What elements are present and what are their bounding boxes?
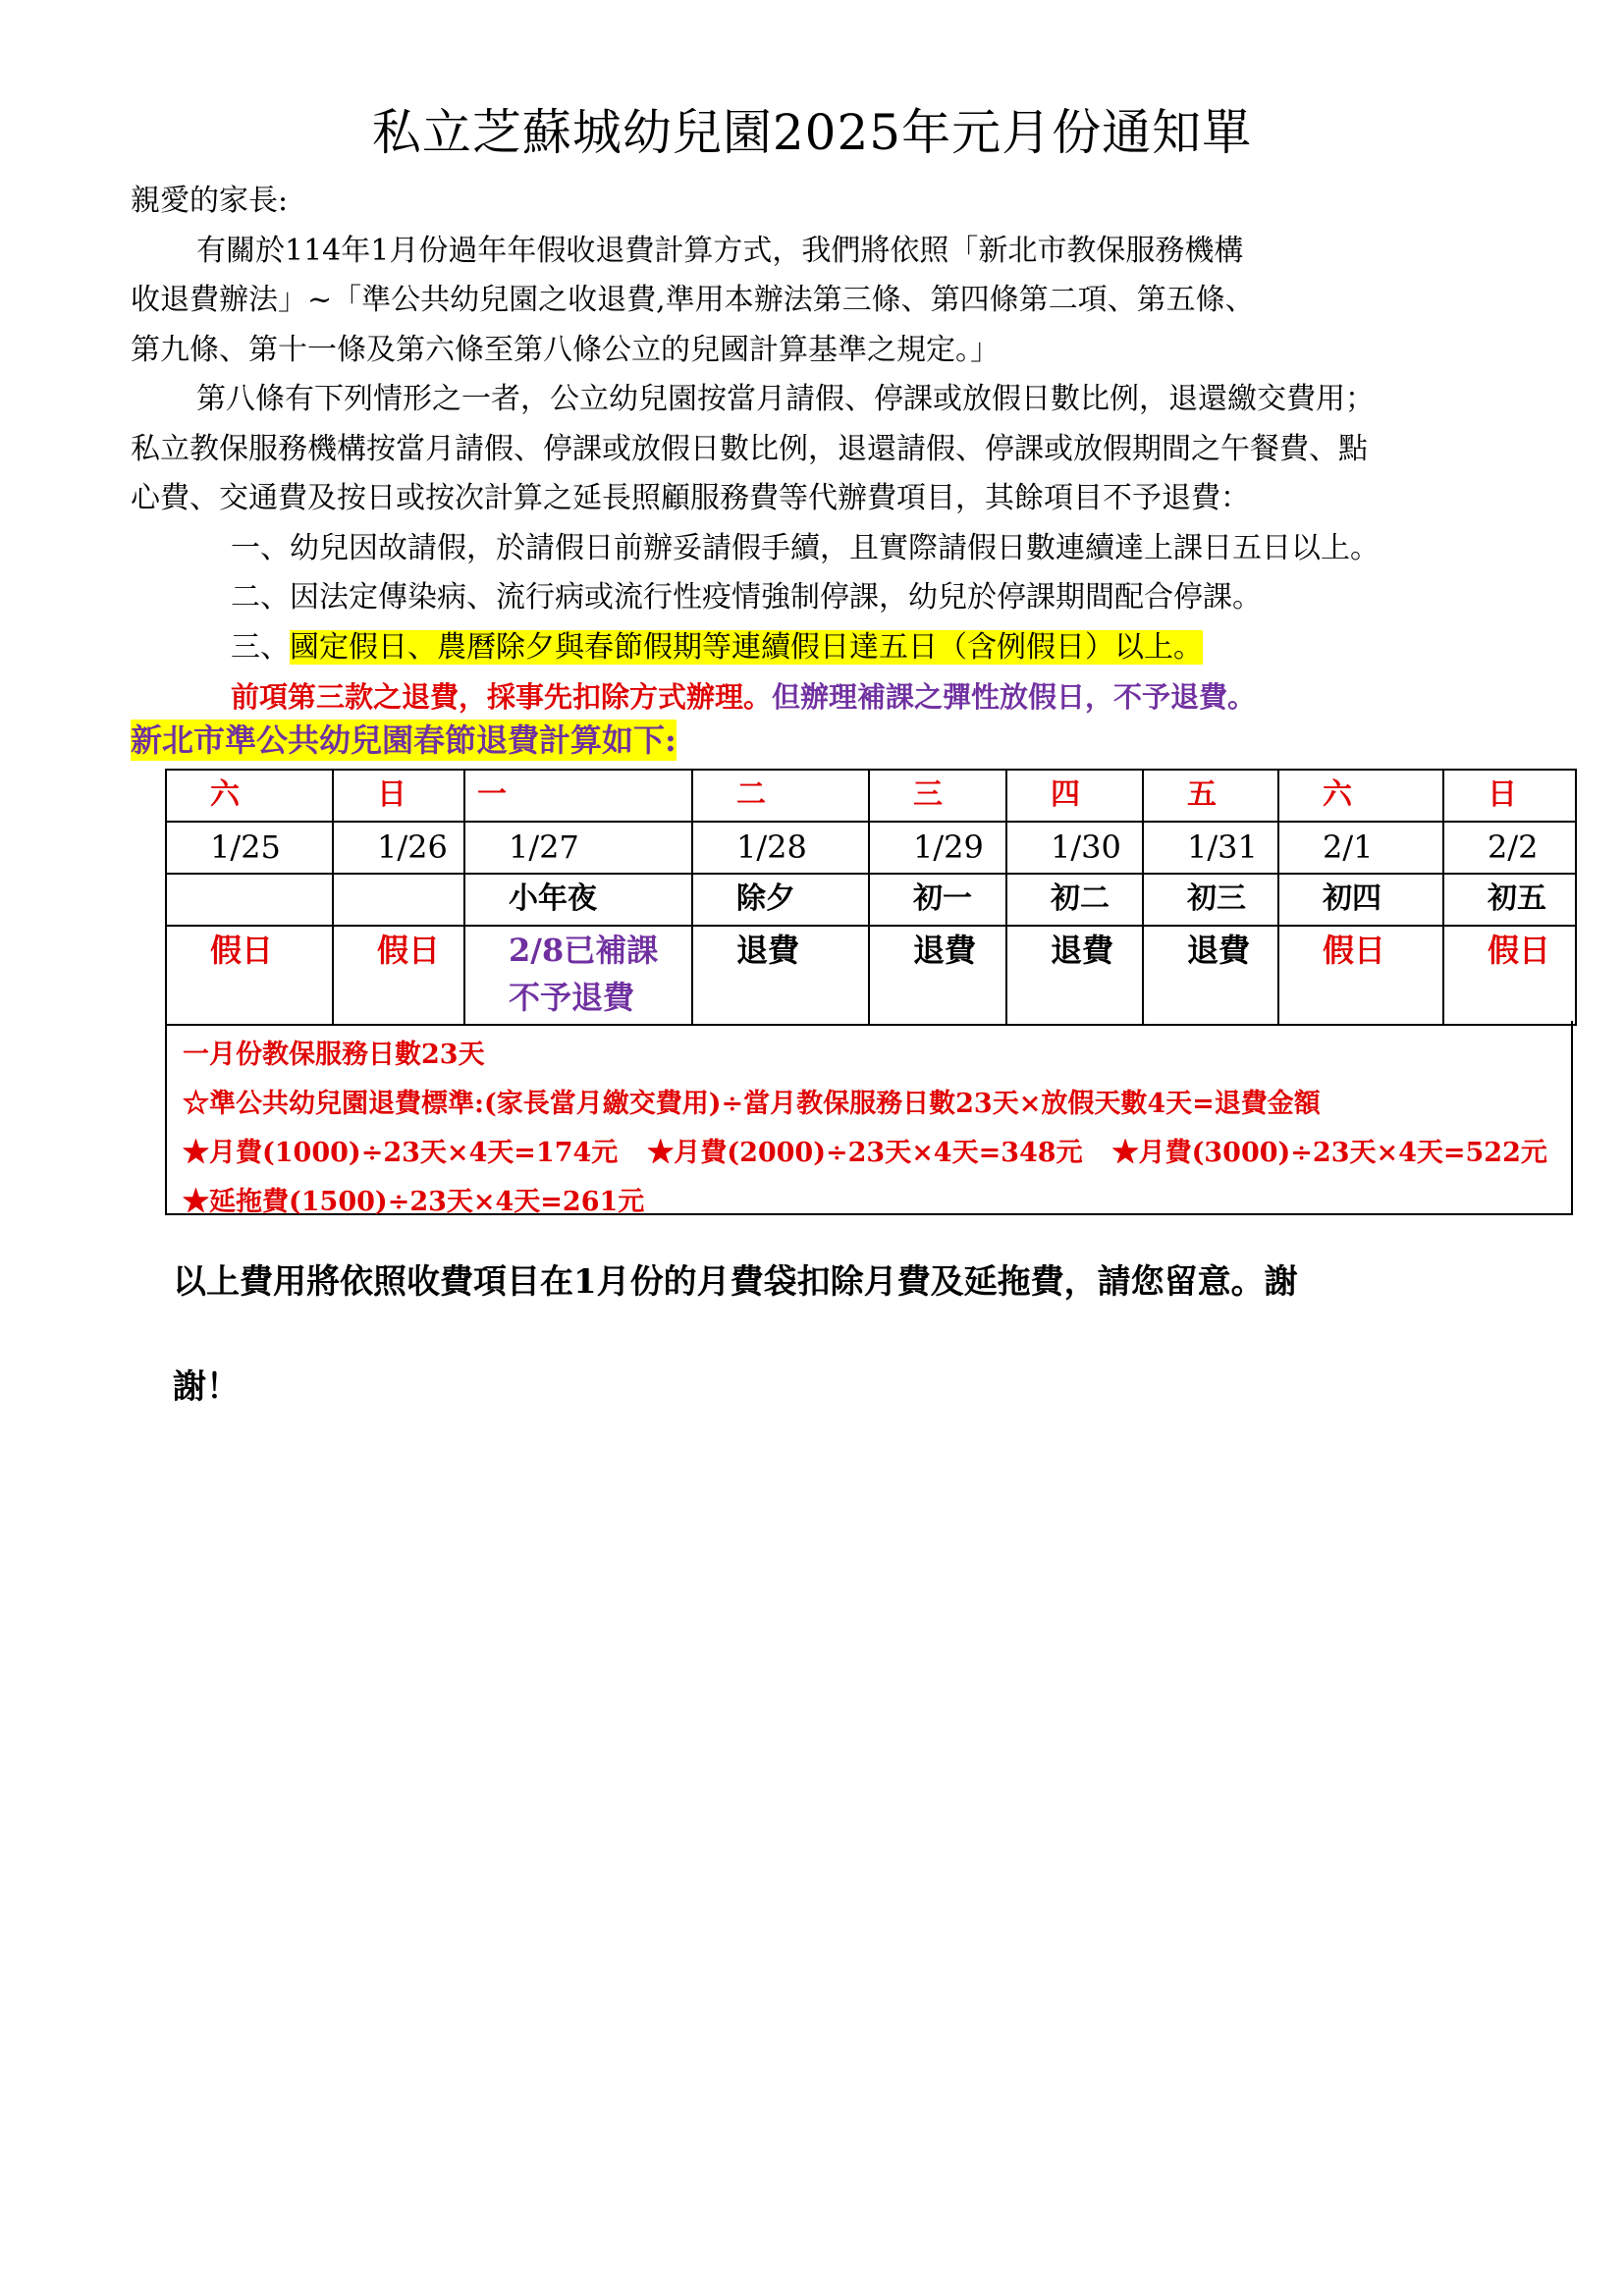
calculation-subtitle: 新北市準公共幼兒園春節退費計算如下: [131,721,677,759]
makeup-line-1: 2/8已補課 [509,932,659,969]
lunar-cell: 初四 [1278,874,1443,926]
item-2: 二、因法定傳染病、流行病或流行性疫情強制停課，幼兒於停課期間配合停課。 [231,580,1262,614]
refund-notes-box [165,1021,1573,1215]
lunar-cell: 初一 [869,874,1006,926]
makeup-line-2: 不予退費 [509,979,635,1016]
date-cell: 2/1 [1278,822,1443,874]
weekday-cell: 二 [692,770,869,822]
refund-formula-note: ☆準公共幼兒園退費標準:(家長當月繳交費用)÷當月教保服務日數23天×放假天數4天=退費金額 [183,1089,1321,1119]
intro-line-2: 收退費辦法」~「準公共幼兒園之收退費,準用本辦法第三條、第四條第二項、第五條、 [131,283,1255,317]
closing-line-1: 以上費用將依照收費項目在1月份的月費袋扣除月費及延拖費，請您留意。謝 [173,1262,1298,1302]
item-3 [231,629,1203,667]
status-cell: 假日 [333,926,464,1025]
fee-example-2000: ★月費(2000)÷23天×4天=348元 [647,1138,1083,1168]
date-row [166,822,1576,874]
status-cell-makeup [464,926,692,1025]
date-cell: 1/25 [166,822,333,874]
item-3-prefix: 三、 [231,630,290,665]
status-cell: 假日 [1443,926,1576,1025]
weekday-cell: 六 [166,770,333,822]
weekday-cell: 六 [1278,770,1443,822]
weekday-cell: 三 [869,770,1006,822]
weekday-row [166,770,1576,822]
intro-line-5: 私立教保服務機構按當月請假、停課或放假日數比例，退還請假、停課或放假期間之午餐費、點 [131,432,1368,466]
date-cell: 2/2 [1443,822,1576,874]
greeting: 親愛的家長: [131,184,289,218]
date-cell: 1/31 [1143,822,1278,874]
lunar-cell: 小年夜 [464,874,692,926]
item-3-highlighted-text: 國定假日、農曆除夕與春節假期等連續假日達五日（含例假日）以上。 [290,630,1203,665]
item-1: 一、幼兒因故請假，於請假日前辦妥請假手續，且實際請假日數連續達上課日五日以上。 [231,531,1380,565]
fee-example-3000: ★月費(3000)÷23天×4天=522元 [1111,1138,1547,1168]
service-days-note: 一月份教保服務日數23天 [183,1040,485,1070]
lunar-cell [333,874,464,926]
lunar-row [166,874,1576,926]
lunar-cell: 除夕 [692,874,869,926]
date-cell: 1/30 [1006,822,1143,874]
notice-purple-text: 但辦理補課之彈性放假日，不予退費。 [772,680,1257,714]
monthly-fee-examples [183,1129,1571,1178]
lunar-cell: 初五 [1443,874,1576,926]
refund-calendar-table [165,769,1577,1026]
date-cell: 1/29 [869,822,1006,874]
intro-line-3: 第九條、第十一條及第六條至第八條公立的兒國計算基準之規定。」 [131,333,1000,367]
weekday-cell: 一 [464,770,692,822]
status-cell: 退費 [692,926,869,1025]
date-cell: 1/27 [464,822,692,874]
intro-line-1: 有關於114年1月份過年年假收退費計算方式，我們將依照「新北市教保服務機構 [196,234,1244,268]
status-cell: 退費 [869,926,1006,1025]
closing-line-2: 謝！ [173,1367,240,1407]
lunar-cell: 初二 [1006,874,1143,926]
intro-line-6: 心費、交通費及按日或按次計算之延長照顧服務費等代辦費項目，其餘項目不予退費： [131,481,1250,515]
weekday-cell: 日 [1443,770,1576,822]
status-cell: 假日 [166,926,333,1025]
notice-line [231,678,1256,716]
intro-line-4: 第八條有下列情形之一者，公立幼兒園按當月請假、停課或放假日數比例，退還繳交費用； [196,382,1375,416]
weekday-cell: 四 [1006,770,1143,822]
fee-example-1000: ★月費(1000)÷23天×4天=174元 [183,1138,619,1168]
weekday-cell: 日 [333,770,464,822]
date-cell: 1/26 [333,822,464,874]
lunar-cell: 初三 [1143,874,1278,926]
status-cell: 假日 [1278,926,1443,1025]
status-cell: 退費 [1006,926,1143,1025]
notice-red-text: 前項第三款之退費，採事先扣除方式辦理。 [231,680,773,714]
lunar-cell [166,874,333,926]
document-title: 私立芝蘇城幼兒園2025年元月份通知單 [371,104,1253,161]
weekday-cell: 五 [1143,770,1278,822]
status-row [166,926,1576,1025]
date-cell: 1/28 [692,822,869,874]
status-cell: 退費 [1143,926,1278,1025]
after-care-fee-example: ★延拖費(1500)÷23天×4天=261元 [183,1187,645,1217]
